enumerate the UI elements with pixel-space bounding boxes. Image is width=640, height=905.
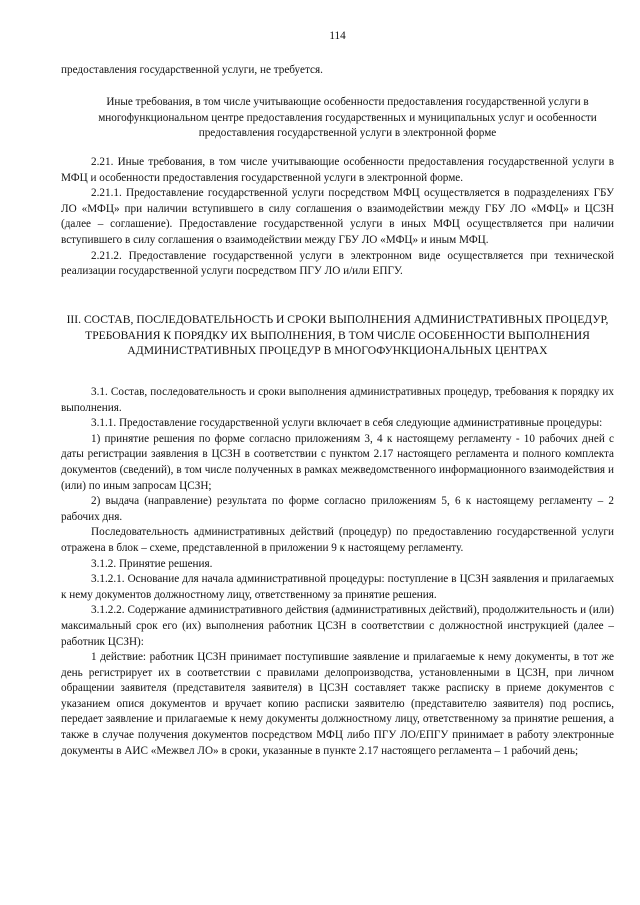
section-3-1-block [61, 385, 614, 759]
paragraph-3-1: 3.1. Состав, последовательность и сроки выполнения административных процедур, требования к порядку их выполнения. [61, 386, 614, 414]
continuation-text: предоставления государственной услуги, не требуется. [61, 64, 323, 76]
section-iii-title-block [61, 312, 614, 359]
subheading-block [81, 95, 614, 142]
list-item-1: 1) принятие решения по форме согласно приложениям 3, 4 к настоящему регламенту - 10 рабочих дней с даты регистрации заявления в ЦСЗН в соответствии с пунктом 2.17 настоящего регламента и полного комплекта документов (сведений), в том числе полученных в рамках межведомственного информационного взаимодействия и (или) по иным запросам ЦСЗН; [61, 432, 614, 492]
paragraph-action-1: 1 действие: работник ЦСЗН принимает поступившие заявление и прилагаемые к нему документы, в тот же день регистрирует их в соответствии с правилами делопроизводства, установленными в ЦСЗН, при личном обращении заявителя (представителя заявителя) в ЦСЗН составляет также расписку в приеме документов с указанием опися документов и вручает копию расписки заявителю (представителю заявителя) под роспись, передает заявление и прилагаемые к нему документы должностному лицу, ответственному за принятие решения, а также в случае получения документов посредством МФЦ либо ПГУ ЛО/ЕПГУ принимает в работу электронные документы в АИС «Межвел ЛО» в сроки, указанные в пункте 2.17 настоящего регламента – 1 рабочий день; [61, 651, 614, 757]
paragraph-3-1-2-1: 3.1.2.1. Основание для начала административной процедуры: поступление в ЦСЗН заявления и прилагаемых к нему документов должностному лицу, ответственному за принятие решения. [61, 573, 614, 601]
section-2-21-block [61, 155, 614, 280]
section-iii-title: III. СОСТАВ, ПОСЛЕДОВАТЕЛЬНОСТЬ И СРОКИ ВЫПОЛНЕНИЯ АДМИНИСТРАТИВНЫХ ПРОЦЕДУР, ТРЕБОВАНИЯ К ПОРЯДКУ ИХ ВЫПОЛНЕНИЯ, В ТОМ ЧИСЛЕ ОСОБЕННОСТИ ВЫПОЛНЕНИЯ АДМИНИСТРАТИВНЫХ ПРОЦЕДУР В МНОГОФУНКЦИОНАЛЬНЫХ ЦЕНТРАХ [66, 313, 609, 358]
subheading: Иные требования, в том числе учитывающие особенности предоставления государственной услуги в многофункциональном центре предоставления государственных и муниципальных услуг и особенности предоставления государственной услуги в электронной форме [98, 96, 597, 140]
continuation-text-block [61, 63, 614, 79]
paragraph-2-21-1: 2.21.1. Предоставление государственной услуги посредством МФЦ осуществляется в подразделениях ГБУ ЛО «МФЦ» при наличии вступившего в силу соглашения о взаимодействии между ГБУ ЛО «МФЦ» и ЦСЗН (далее – соглашение). Предоставление государственной услуги в иных МФЦ осуществляется при наличии вступившего в силу соглашения о взаимодействии между ГБУ ЛО «МФЦ» и иным МФЦ. [61, 187, 614, 246]
page-number: 114 [329, 30, 346, 42]
paragraph-sequence: Последовательность административных действий (процедур) по предоставлению государственной услуги отражена в блок – схеме, представленной в приложении 9 к настоящему регламенту. [61, 526, 614, 554]
paragraph-2-21-2: 2.21.2. Предоставление государственной услуги в электронном виде осуществляется при технической реализации государственной услуги посредством ПГУ ЛО и/или ЕПГУ. [61, 249, 614, 278]
paragraph-2-21: 2.21. Иные требования, в том числе учитывающие особенности предоставления государственной услуги в МФЦ и особенности предоставления государственной услуги в электронной форме. [61, 156, 614, 184]
list-item-2: 2) выдача (направление) результата по форме согласно приложениям 5, 6 к настоящему регламенту – 2 рабочих дня. [61, 495, 614, 523]
paragraph-3-1-1: 3.1.1. Предоставление государственной услуги включает в себя следующие административные процедуры: [91, 417, 603, 430]
paragraph-3-1-2: 3.1.2. Принятие решения. [91, 557, 213, 570]
paragraph-3-1-2-2: 3.1.2.2. Содержание административного действия (административных действий), продолжительность и (или) максимальный срок его (их) выполнения работник ЦСЗН в соответствии с должностной инструкцией (далее – работник ЦСЗН): [61, 604, 614, 648]
